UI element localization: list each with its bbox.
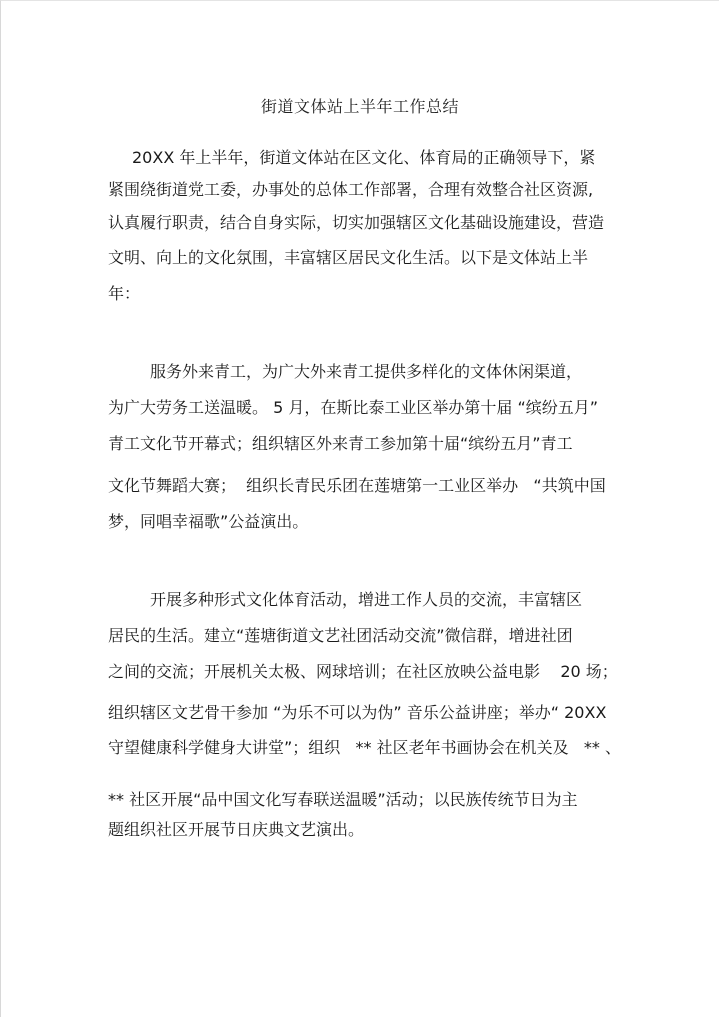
paragraph-2-line-2: 为广大劳务工送温暖。 5 月，在斯比泰工业区举办第十届 “缤纷五月” [108,398,599,417]
paragraph-1-line-1: 20XX 年上半年，街道文体站在区文化、体育局的正确领导下，紧 [132,148,596,167]
paragraph-3-line-5: 守望健康科学健身大讲堂”；组织 ** 社区老年书画协会在机关及 ** 、 [108,738,621,757]
paragraph-1-line-4: 文明、向上的文化氛围，丰富辖区居民文化生活。以下是文体站上半 [108,248,589,267]
paragraph-3-line-7: 题组织社区开展节日庆典文艺演出。 [108,820,365,839]
paragraph-1-line-5: 年： [108,284,141,303]
paragraph-2-line-1: 服务外来青工，为广大外来青工提供多样化的文体休闲渠道， [150,362,583,381]
paragraph-3-line-6: ** 社区开展“品中国文化写春联送温暖”活动；以民族传统节日为主 [108,790,578,809]
paragraph-2-line-4: 文化节舞蹈大赛； 组织长青民乐团在莲塘第一工业区举办 “共筑中国 [108,476,606,495]
paragraph-1-line-2: 紧围绕街道党工委，办事处的总体工作部署，合理有效整合社区资源, [108,180,594,199]
paragraph-3-line-2: 居民的生活。建立“莲塘街道文艺社团活动交流”微信群，增进社团 [108,626,573,645]
paragraph-3-line-3: 之间的交流；开展机关太极、网球培训；在社区放映公益电影 20 场； [108,662,618,681]
paragraph-3-line-4: 组织辖区文艺骨干参加 “为乐不可以为伪” 音乐公益讲座；举办“ 20XX [108,703,607,722]
paragraph-2-line-3: 青工文化节开幕式；组织辖区外来青工参加第十届“缤纷五月”青工 [108,434,573,453]
paragraph-2-line-5: 梦，同唱幸福歌”公益演出。 [108,512,309,531]
paragraph-1-line-3: 认真履行职责，结合自身实际，切实加强辖区文化基础设施建设，营造 [108,213,605,232]
document-title: 街道文体站上半年工作总结 [260,97,459,116]
paragraph-3-line-1: 开展多种形式文化体育活动，增进工作人员的交流，丰富辖区 [150,590,583,609]
